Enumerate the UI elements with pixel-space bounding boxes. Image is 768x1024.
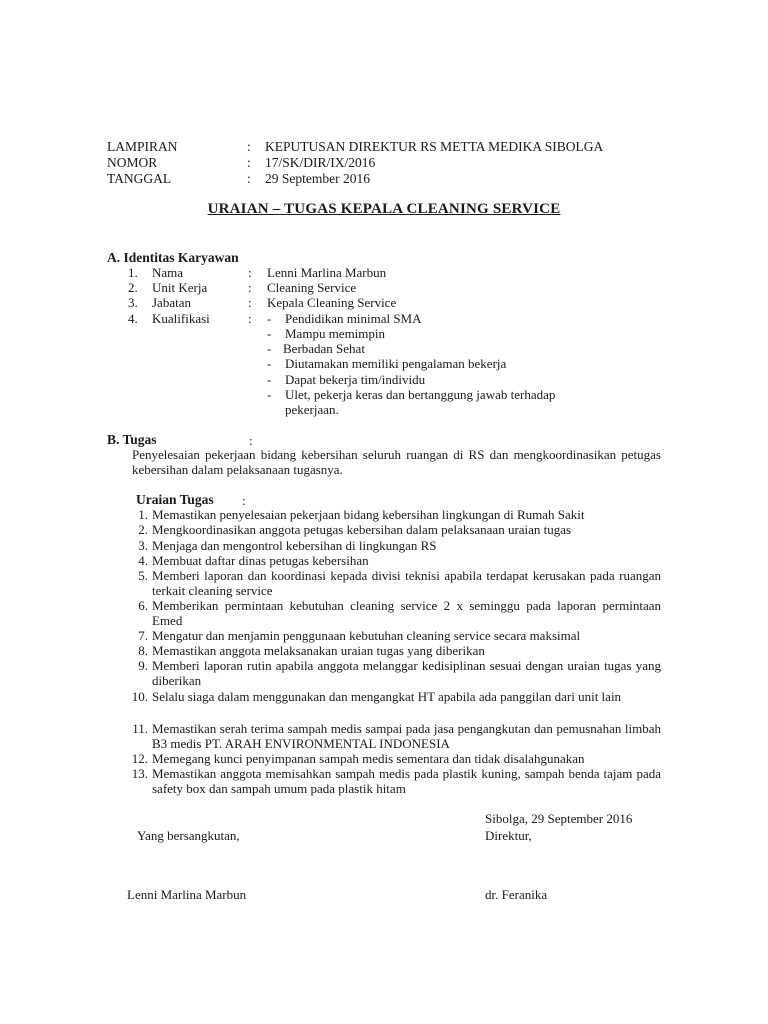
- header-colon: :: [247, 139, 251, 154]
- signature-left-name: Lenni Marlina Marbun: [127, 887, 247, 902]
- qualification-text: Mampu memimpin: [285, 326, 386, 341]
- item-text: Memberi laporan rutin apabila anggota melanggar kedisiplinan sesuai dengan uraian tugas yang diberikan: [152, 658, 661, 688]
- section-tugas-heading: B. Tugas: [107, 432, 157, 447]
- signature-place-date: Sibolga, 29 September 2016: [485, 811, 633, 826]
- item-number: 11.: [132, 721, 148, 736]
- bullet-dash: -: [267, 311, 272, 326]
- row-key: Nama: [152, 265, 184, 280]
- item-number: 13.: [131, 766, 148, 781]
- uraian-tugas-colon: :: [242, 493, 246, 508]
- item-number: 12.: [131, 751, 148, 766]
- section-identitas-heading: A. Identitas Karyawan: [107, 250, 239, 265]
- row-number: 4.: [128, 311, 138, 326]
- row-number: 1.: [128, 265, 138, 280]
- row-key: Jabatan: [152, 295, 191, 310]
- row-value: Kepala Cleaning Service: [267, 295, 397, 310]
- header-value: 29 September 2016: [265, 171, 370, 186]
- qualification-text: Ulet, pekerja keras dan bertanggung jawab terhadap pekerjaan.: [285, 387, 556, 417]
- row-number: 2.: [128, 280, 138, 295]
- row-number: 3.: [128, 295, 138, 310]
- item-number: 4.: [138, 553, 148, 568]
- item-text: Membuat daftar dinas petugas kebersihan: [152, 553, 369, 568]
- header-key: NOMOR: [107, 155, 158, 170]
- bullet-dash: -: [267, 341, 272, 356]
- item-text: Memberikan permintaan kebutuhan cleaning service 2 x seminggu pada laporan permintaan Emed: [152, 598, 661, 628]
- header-key: LAMPIRAN: [107, 139, 178, 154]
- header-value: 17/SK/DIR/IX/2016: [265, 155, 376, 170]
- item-text: Selalu siaga dalam menggunakan dan mengangkat HT apabila ada panggilan dari unit lain: [152, 689, 622, 704]
- signature-right-name: dr. Feranika: [485, 887, 548, 902]
- item-text: Memastikan penyelesaian pekerjaan bidang kebersihan lingkungan di Rumah Sakit: [152, 507, 585, 522]
- row-key: Unit Kerja: [152, 280, 208, 295]
- row-value: Cleaning Service: [267, 280, 357, 295]
- row-colon: :: [248, 311, 252, 326]
- document-title: URAIAN – TUGAS KEPALA CLEANING SERVICE: [207, 201, 561, 217]
- bullet-dash: -: [267, 326, 272, 341]
- qualification-text: Dapat bekerja tim/individu: [285, 372, 426, 387]
- item-text: Menjaga dan mengontrol kebersihan di lingkungan RS: [152, 538, 437, 553]
- item-text: Memastikan anggota memisahkan sampah medis pada plastik kuning, sampah benda tajam pada safety box dan sampah umum pada plastik hitam: [152, 766, 661, 796]
- item-number: 9.: [138, 658, 148, 673]
- item-number: 7.: [138, 628, 148, 643]
- bullet-dash: -: [267, 372, 272, 387]
- row-key: Kualifikasi: [152, 311, 210, 326]
- tugas-paragraph: Penyelesaian pekerjaan bidang kebersihan seluruh ruangan di RS dan mengkoordinasikan petugas kebersihan dalam pelaksanaan tugasnya.: [132, 447, 661, 477]
- tugas-colon: :: [249, 433, 253, 448]
- header-value: KEPUTUSAN DIREKTUR RS METTA MEDIKA SIBOLGA: [265, 139, 604, 154]
- bullet-dash: -: [267, 387, 272, 402]
- item-text: Memastikan serah terima sampah medis sampai pada jasa pengangkutan dan pemusnahan limbah B3 medis PT. ARAH ENVIRONMENTAL INDONESIA: [152, 721, 661, 751]
- item-text: Mengatur dan menjamin penggunaan kebutuhan cleaning service secara maksimal: [152, 628, 581, 643]
- header-key: TANGGAL: [107, 171, 172, 186]
- signature-right-role: Direktur,: [485, 828, 532, 843]
- uraian-tugas-heading: Uraian Tugas: [136, 492, 214, 507]
- row-colon: :: [248, 280, 252, 295]
- bullet-dash: -: [267, 356, 272, 371]
- item-number: 2.: [138, 522, 148, 537]
- item-text: Mengkoordinasikan anggota petugas kebersihan dalam pelaksanaan uraian tugas: [152, 522, 572, 537]
- item-text: Memberi laporan dan koordinasi kepada divisi teknisi apabila terdapat kerusakan pada ruangan terkait cleaning service: [152, 568, 661, 598]
- item-number: 10.: [131, 689, 148, 704]
- item-number: 8.: [138, 643, 148, 658]
- header-colon: :: [247, 155, 251, 170]
- item-text: Memastikan anggota melaksanakan uraian tugas yang diberikan: [152, 643, 485, 658]
- item-number: 5.: [138, 568, 148, 583]
- item-text: Memegang kunci penyimpanan sampah medis sementara dan tidak disalahgunakan: [152, 751, 585, 766]
- item-number: 1.: [138, 507, 148, 522]
- qualification-text: Diutamakan memiliki pengalaman bekerja: [285, 356, 507, 371]
- item-number: 6.: [138, 598, 148, 613]
- row-colon: :: [248, 265, 252, 280]
- item-number: 3.: [138, 538, 148, 553]
- row-colon: :: [248, 295, 252, 310]
- qualification-text: Berbadan Sehat: [283, 341, 365, 356]
- row-value: Lenni Marlina Marbun: [267, 265, 387, 280]
- qualification-text: Pendidikan minimal SMA: [285, 311, 422, 326]
- signature-left-role: Yang bersangkutan,: [137, 828, 240, 843]
- header-colon: :: [247, 171, 251, 186]
